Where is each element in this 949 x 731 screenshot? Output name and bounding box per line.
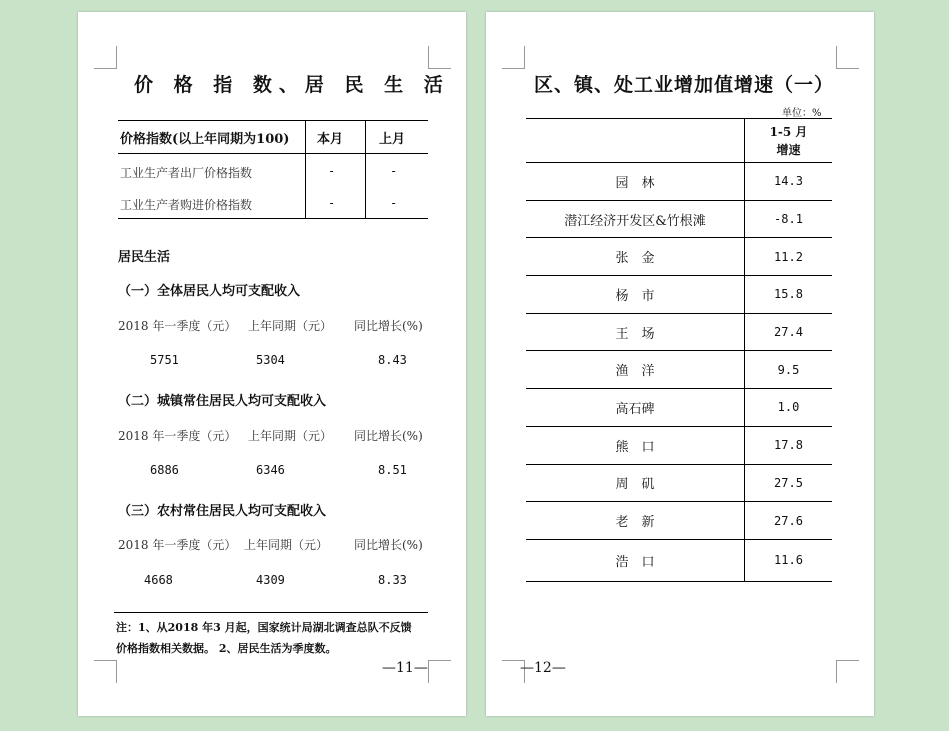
table-row bbox=[526, 389, 832, 427]
table-divider bbox=[305, 120, 306, 218]
page-title: 价 格 指 数、居 民 生 活 bbox=[134, 74, 450, 96]
page-12 bbox=[486, 12, 874, 716]
growth-value: 1.0 bbox=[744, 389, 832, 426]
block-value-current: 6886 bbox=[150, 463, 179, 477]
table-header-rule bbox=[118, 153, 428, 154]
table-header-previous: 上月 bbox=[379, 132, 406, 147]
page-11 bbox=[78, 12, 466, 716]
block-heading: （一）全体居民人均可支配收入 bbox=[118, 284, 301, 299]
block-heading: （三）农村常住居民人均可支配收入 bbox=[118, 504, 327, 519]
region-name: 老 新 bbox=[615, 515, 655, 531]
block-col-current: 2018 年一季度（元） bbox=[118, 538, 237, 552]
header-period: 1-5 月 bbox=[769, 124, 808, 139]
region-name: 王 场 bbox=[615, 326, 655, 342]
page-title: 区、镇、处工业增加值增速（一） bbox=[534, 74, 835, 96]
table-cell-current: - bbox=[328, 164, 336, 178]
block-value-previous: 6346 bbox=[256, 463, 285, 477]
table-row bbox=[526, 502, 832, 540]
table-header-indicator: 价格指数(以上年同期为100) bbox=[120, 132, 290, 147]
growth-value: 11.2 bbox=[744, 238, 832, 275]
block-value-growth: 8.43 bbox=[378, 353, 407, 367]
growth-value: 14.3 bbox=[744, 163, 832, 200]
crop-mark bbox=[502, 46, 525, 69]
table-header-current: 本月 bbox=[317, 132, 344, 147]
table-row bbox=[526, 201, 832, 239]
crop-mark bbox=[94, 660, 117, 683]
table-header-growth bbox=[744, 119, 832, 162]
section-title: 居民生活 bbox=[118, 250, 171, 265]
region-name: 张 金 bbox=[615, 251, 655, 267]
table-row bbox=[526, 238, 832, 276]
table-row bbox=[526, 276, 832, 314]
table-cell-current: - bbox=[328, 196, 336, 210]
table-row bbox=[526, 540, 832, 581]
table-cell-previous: - bbox=[390, 164, 398, 178]
growth-value: 11.6 bbox=[744, 540, 832, 581]
unit-label: 单位：% bbox=[782, 108, 822, 119]
crop-mark bbox=[836, 660, 859, 683]
block-value-current: 5751 bbox=[150, 353, 179, 367]
region-name: 渔 洋 bbox=[615, 364, 655, 380]
region-name: 潜江经济开发区&竹根滩 bbox=[564, 213, 706, 229]
table-row bbox=[526, 314, 832, 352]
crop-mark bbox=[428, 46, 451, 69]
page-number: —12— bbox=[520, 660, 566, 676]
table-row bbox=[526, 465, 832, 503]
block-value-growth: 8.51 bbox=[378, 463, 407, 477]
block-col-growth: 同比增长(%) bbox=[354, 538, 423, 552]
footnote-line: 价格指数相关数据。 2、居民生活为季度数。 bbox=[116, 642, 337, 655]
block-value-current: 4668 bbox=[144, 573, 173, 587]
table-cell-previous: - bbox=[390, 196, 398, 210]
table-row bbox=[526, 163, 832, 201]
table-top-rule bbox=[118, 120, 428, 121]
table-row-label: 工业生产者出厂价格指数 bbox=[120, 166, 253, 180]
region-name: 熊 口 bbox=[615, 439, 655, 455]
crop-mark bbox=[836, 46, 859, 69]
block-value-previous: 4309 bbox=[256, 573, 285, 587]
block-col-growth: 同比增长(%) bbox=[354, 319, 423, 333]
growth-value: 27.4 bbox=[744, 314, 832, 351]
region-name: 浩 口 bbox=[615, 554, 655, 570]
growth-value: -8.1 bbox=[744, 201, 832, 238]
block-value-previous: 5304 bbox=[256, 353, 285, 367]
growth-value: 15.8 bbox=[744, 276, 832, 313]
header-growth-label: 增速 bbox=[776, 142, 801, 157]
growth-value: 17.8 bbox=[744, 427, 832, 464]
table-row bbox=[526, 351, 832, 389]
table-row bbox=[526, 427, 832, 465]
block-heading: （二）城镇常住居民人均可支配收入 bbox=[118, 394, 327, 409]
region-name: 高石碑 bbox=[615, 401, 655, 417]
block-col-previous: 上年同期（元） bbox=[248, 429, 333, 443]
region-name: 园 林 bbox=[615, 175, 655, 191]
table-header-row bbox=[526, 119, 832, 163]
block-col-growth: 同比增长(%) bbox=[354, 429, 423, 443]
table-divider bbox=[365, 120, 366, 218]
growth-table bbox=[526, 118, 832, 582]
crop-mark bbox=[428, 660, 451, 683]
block-col-current: 2018 年一季度（元） bbox=[118, 319, 237, 333]
table-body bbox=[526, 163, 832, 581]
growth-value: 9.5 bbox=[744, 351, 832, 388]
table-row-label: 工业生产者购进价格指数 bbox=[120, 198, 253, 212]
block-col-previous: 上年同期（元） bbox=[248, 319, 333, 333]
region-name: 周 矶 bbox=[615, 477, 655, 493]
footnote-line: 注：1、从2018 年3 月起，国家统计局湖北调查总队不反馈 bbox=[116, 621, 412, 634]
growth-value: 27.6 bbox=[744, 502, 832, 539]
growth-value: 27.5 bbox=[744, 465, 832, 502]
note-rule bbox=[114, 612, 428, 613]
page-number: —11— bbox=[382, 660, 428, 676]
table-bottom-rule bbox=[118, 218, 428, 219]
crop-mark bbox=[94, 46, 117, 69]
block-value-growth: 8.33 bbox=[378, 573, 407, 587]
region-name: 杨 市 bbox=[615, 288, 655, 304]
block-col-previous: 上年同期（元） bbox=[244, 538, 329, 552]
block-col-current: 2018 年一季度（元） bbox=[118, 429, 237, 443]
